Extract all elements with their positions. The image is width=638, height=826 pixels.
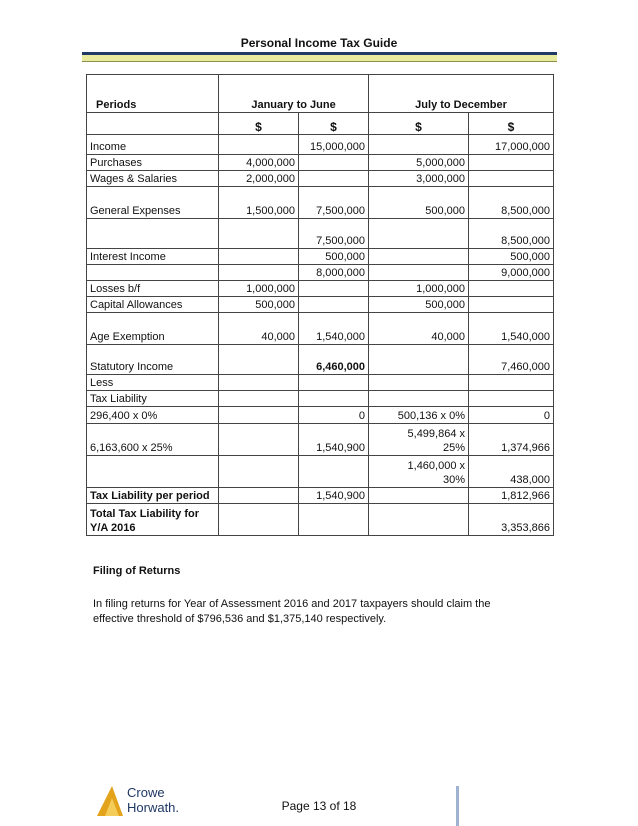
table-row: Wages & Salaries 2,000,000 3,000,000 [87,171,554,187]
table-row: Total Tax Liability for Y/A 2016 3,353,866 [87,504,554,536]
table-row: 1,460,000 x 30% 438,000 [87,456,554,488]
table-row: 296,400 x 0% 0 500,136 x 0% 0 [87,407,554,424]
currency-header: $ [469,113,554,135]
logo-wordmark: Crowe Horwath. [127,785,180,815]
footer-divider [456,786,459,826]
table-row: 7,500,000 8,500,000 [87,219,554,249]
table-row: Interest Income 500,000 500,000 [87,249,554,265]
table-row: Income 15,000,000 17,000,000 [87,135,554,155]
table-row: Age Exemption 40,000 1,540,000 40,000 1,540,000 [87,313,554,345]
tax-computation-table [86,74,554,536]
table-row: 6,163,600 x 25% 1,540,900 5,499,864 x 25% 1,374,966 [87,424,554,456]
page-header-title: Personal Income Tax Guide [240,36,398,50]
filing-returns-heading: Filing of Returns [93,565,181,577]
period2-header: July to December [369,75,554,113]
table-row: Less [87,375,554,391]
table-row: 8,000,000 9,000,000 [87,265,554,281]
periods-header: Periods [87,75,219,113]
period1-header: January to June [219,75,369,113]
table-row: Purchases 4,000,000 5,000,000 [87,155,554,171]
filing-returns-paragraph: In filing returns for Year of Assessment 2016 and 2017 taxpayers should claim the effective threshold of $796,536 and $1,375,140 respectively. [93,598,491,625]
page-number: Page 13 of 18 [281,799,357,813]
currency-row [87,113,554,135]
currency-header: $ [299,113,369,135]
table-row: Tax Liability [87,391,554,407]
table-row: Capital Allowances 500,000 500,000 [87,297,554,313]
table-row: Losses b/f 1,000,000 1,000,000 [87,281,554,297]
currency-header: $ [219,113,299,135]
currency-header: $ [369,113,469,135]
header-accent-rule [82,55,557,62]
table-row: Statutory Income 6,460,000 7,460,000 [87,345,554,375]
table-header-row [87,75,554,113]
table-row: General Expenses 1,500,000 7,500,000 500,000 8,500,000 [87,187,554,219]
table-row: Tax Liability per period 1,540,900 1,812,966 [87,488,554,504]
